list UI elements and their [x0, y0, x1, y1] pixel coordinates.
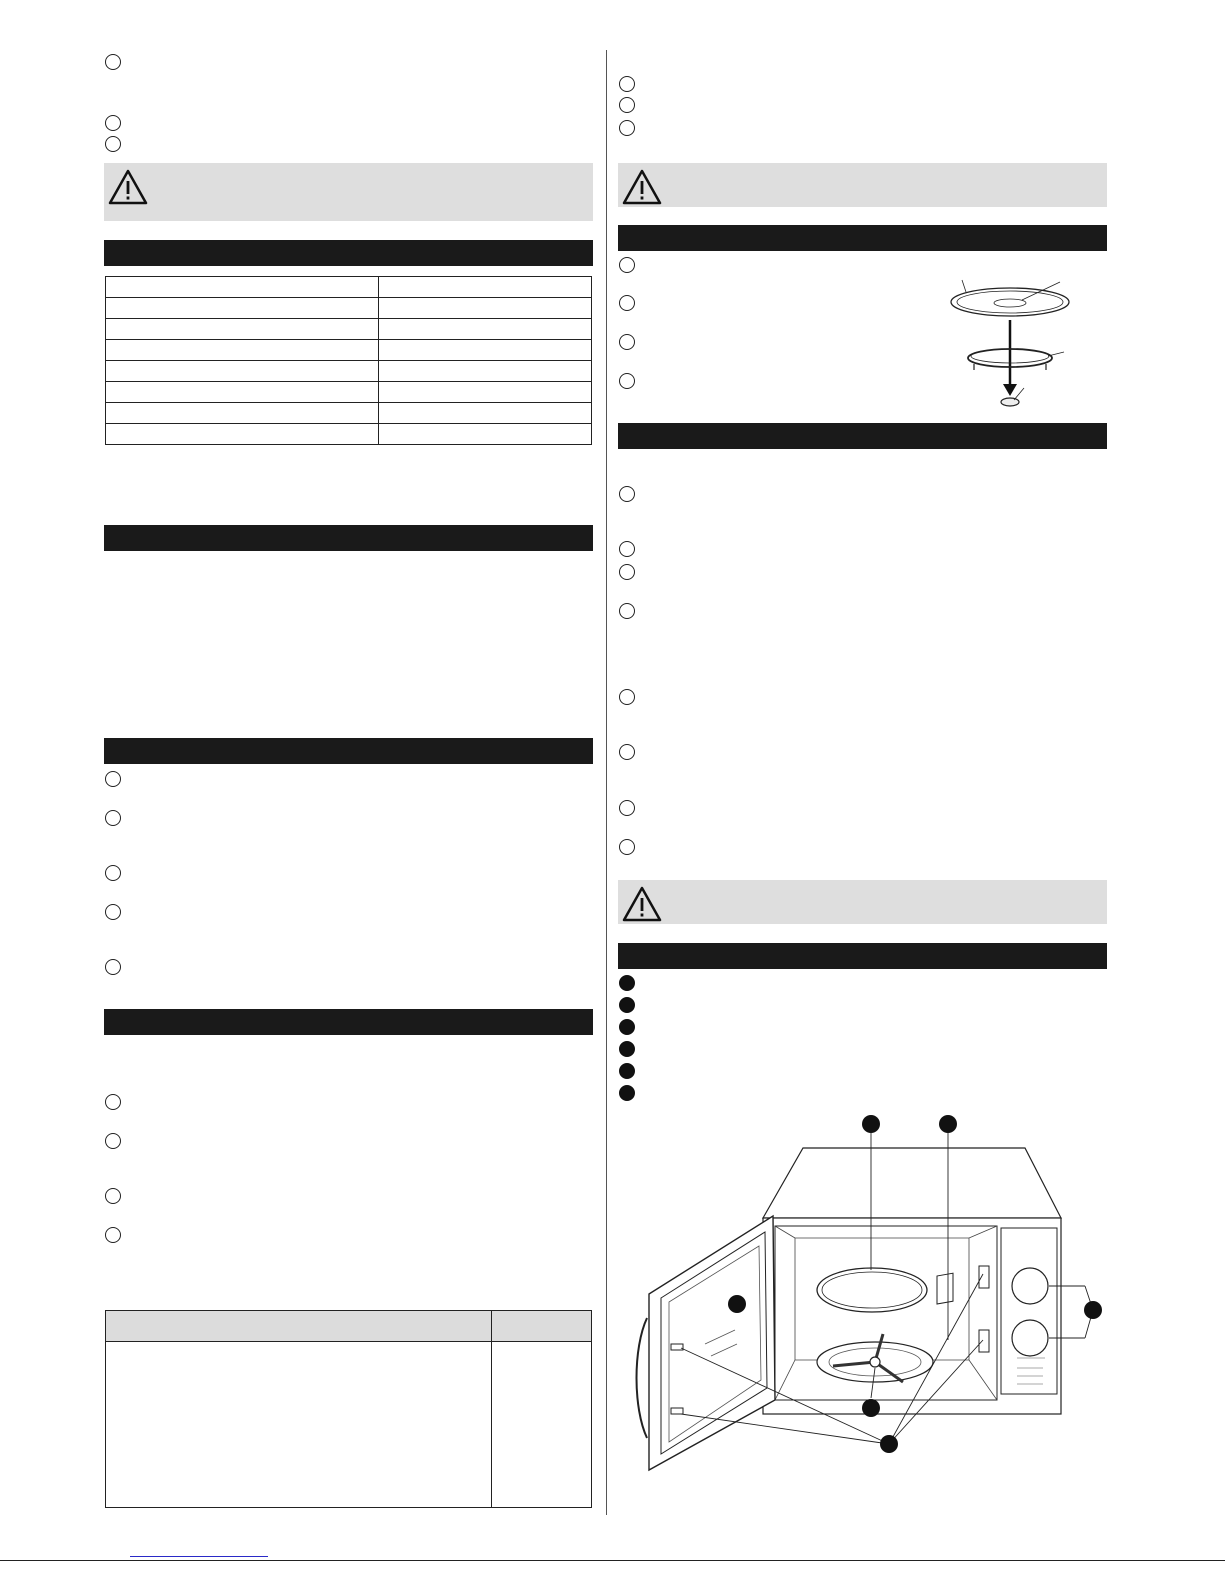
section-header-bar: [104, 240, 593, 266]
section-header-bar: [618, 225, 1107, 251]
microwave-diagram: [625, 1108, 1110, 1528]
column-divider: [606, 50, 607, 1515]
table-row: [106, 1342, 592, 1508]
table-header-row: [106, 1311, 592, 1342]
section-header-bar: [618, 943, 1107, 969]
step-marker: [105, 1133, 121, 1149]
section-header-bar: [618, 423, 1107, 449]
table-row: [106, 403, 592, 424]
table-row: [106, 340, 592, 361]
section-header-bar: [104, 738, 593, 764]
step-marker: [619, 76, 635, 92]
step-marker: [619, 689, 635, 705]
step-marker: [619, 541, 635, 557]
step-marker: [619, 744, 635, 760]
step-marker: [105, 771, 121, 787]
warning-triangle-icon: [622, 169, 662, 205]
step-marker: [619, 564, 635, 580]
step-marker: [619, 295, 635, 311]
part-marker: [619, 1019, 635, 1035]
step-marker: [105, 904, 121, 920]
footer-rule: [0, 1560, 1225, 1561]
part-marker: [619, 975, 635, 991]
table-row: [106, 298, 592, 319]
step-marker: [105, 810, 121, 826]
step-marker: [105, 54, 121, 70]
step-marker: [619, 257, 635, 273]
table-row: [106, 424, 592, 445]
footer-link-underline[interactable]: [130, 1556, 268, 1557]
step-marker: [619, 97, 635, 113]
step-marker: [105, 1094, 121, 1110]
step-marker: [619, 334, 635, 350]
table-row: [106, 319, 592, 340]
part-marker: [619, 1041, 635, 1057]
table-row: [106, 277, 592, 298]
step-marker: [619, 120, 635, 136]
section-header-bar: [104, 525, 593, 551]
step-marker: [619, 603, 635, 619]
table-row: [106, 361, 592, 382]
warning-triangle-icon: [622, 886, 662, 922]
step-marker: [105, 959, 121, 975]
step-marker: [619, 800, 635, 816]
part-marker: [619, 997, 635, 1013]
step-marker: [105, 865, 121, 881]
step-marker: [105, 115, 121, 131]
warning-box: [104, 163, 593, 221]
part-marker: [619, 1063, 635, 1079]
step-marker: [105, 1227, 121, 1243]
cooking-table: [105, 1310, 592, 1508]
step-marker: [619, 373, 635, 389]
section-header-bar: [104, 1009, 593, 1035]
turntable-assembly-illustration: [940, 272, 1080, 414]
part-marker: [619, 1085, 635, 1101]
warning-box: [618, 880, 1107, 924]
step-marker: [105, 136, 121, 152]
specification-table: [105, 276, 592, 445]
step-marker: [619, 839, 635, 855]
step-marker: [105, 1188, 121, 1204]
warning-triangle-icon: [108, 169, 148, 205]
table-row: [106, 382, 592, 403]
step-marker: [619, 486, 635, 502]
warning-box: [618, 163, 1107, 207]
